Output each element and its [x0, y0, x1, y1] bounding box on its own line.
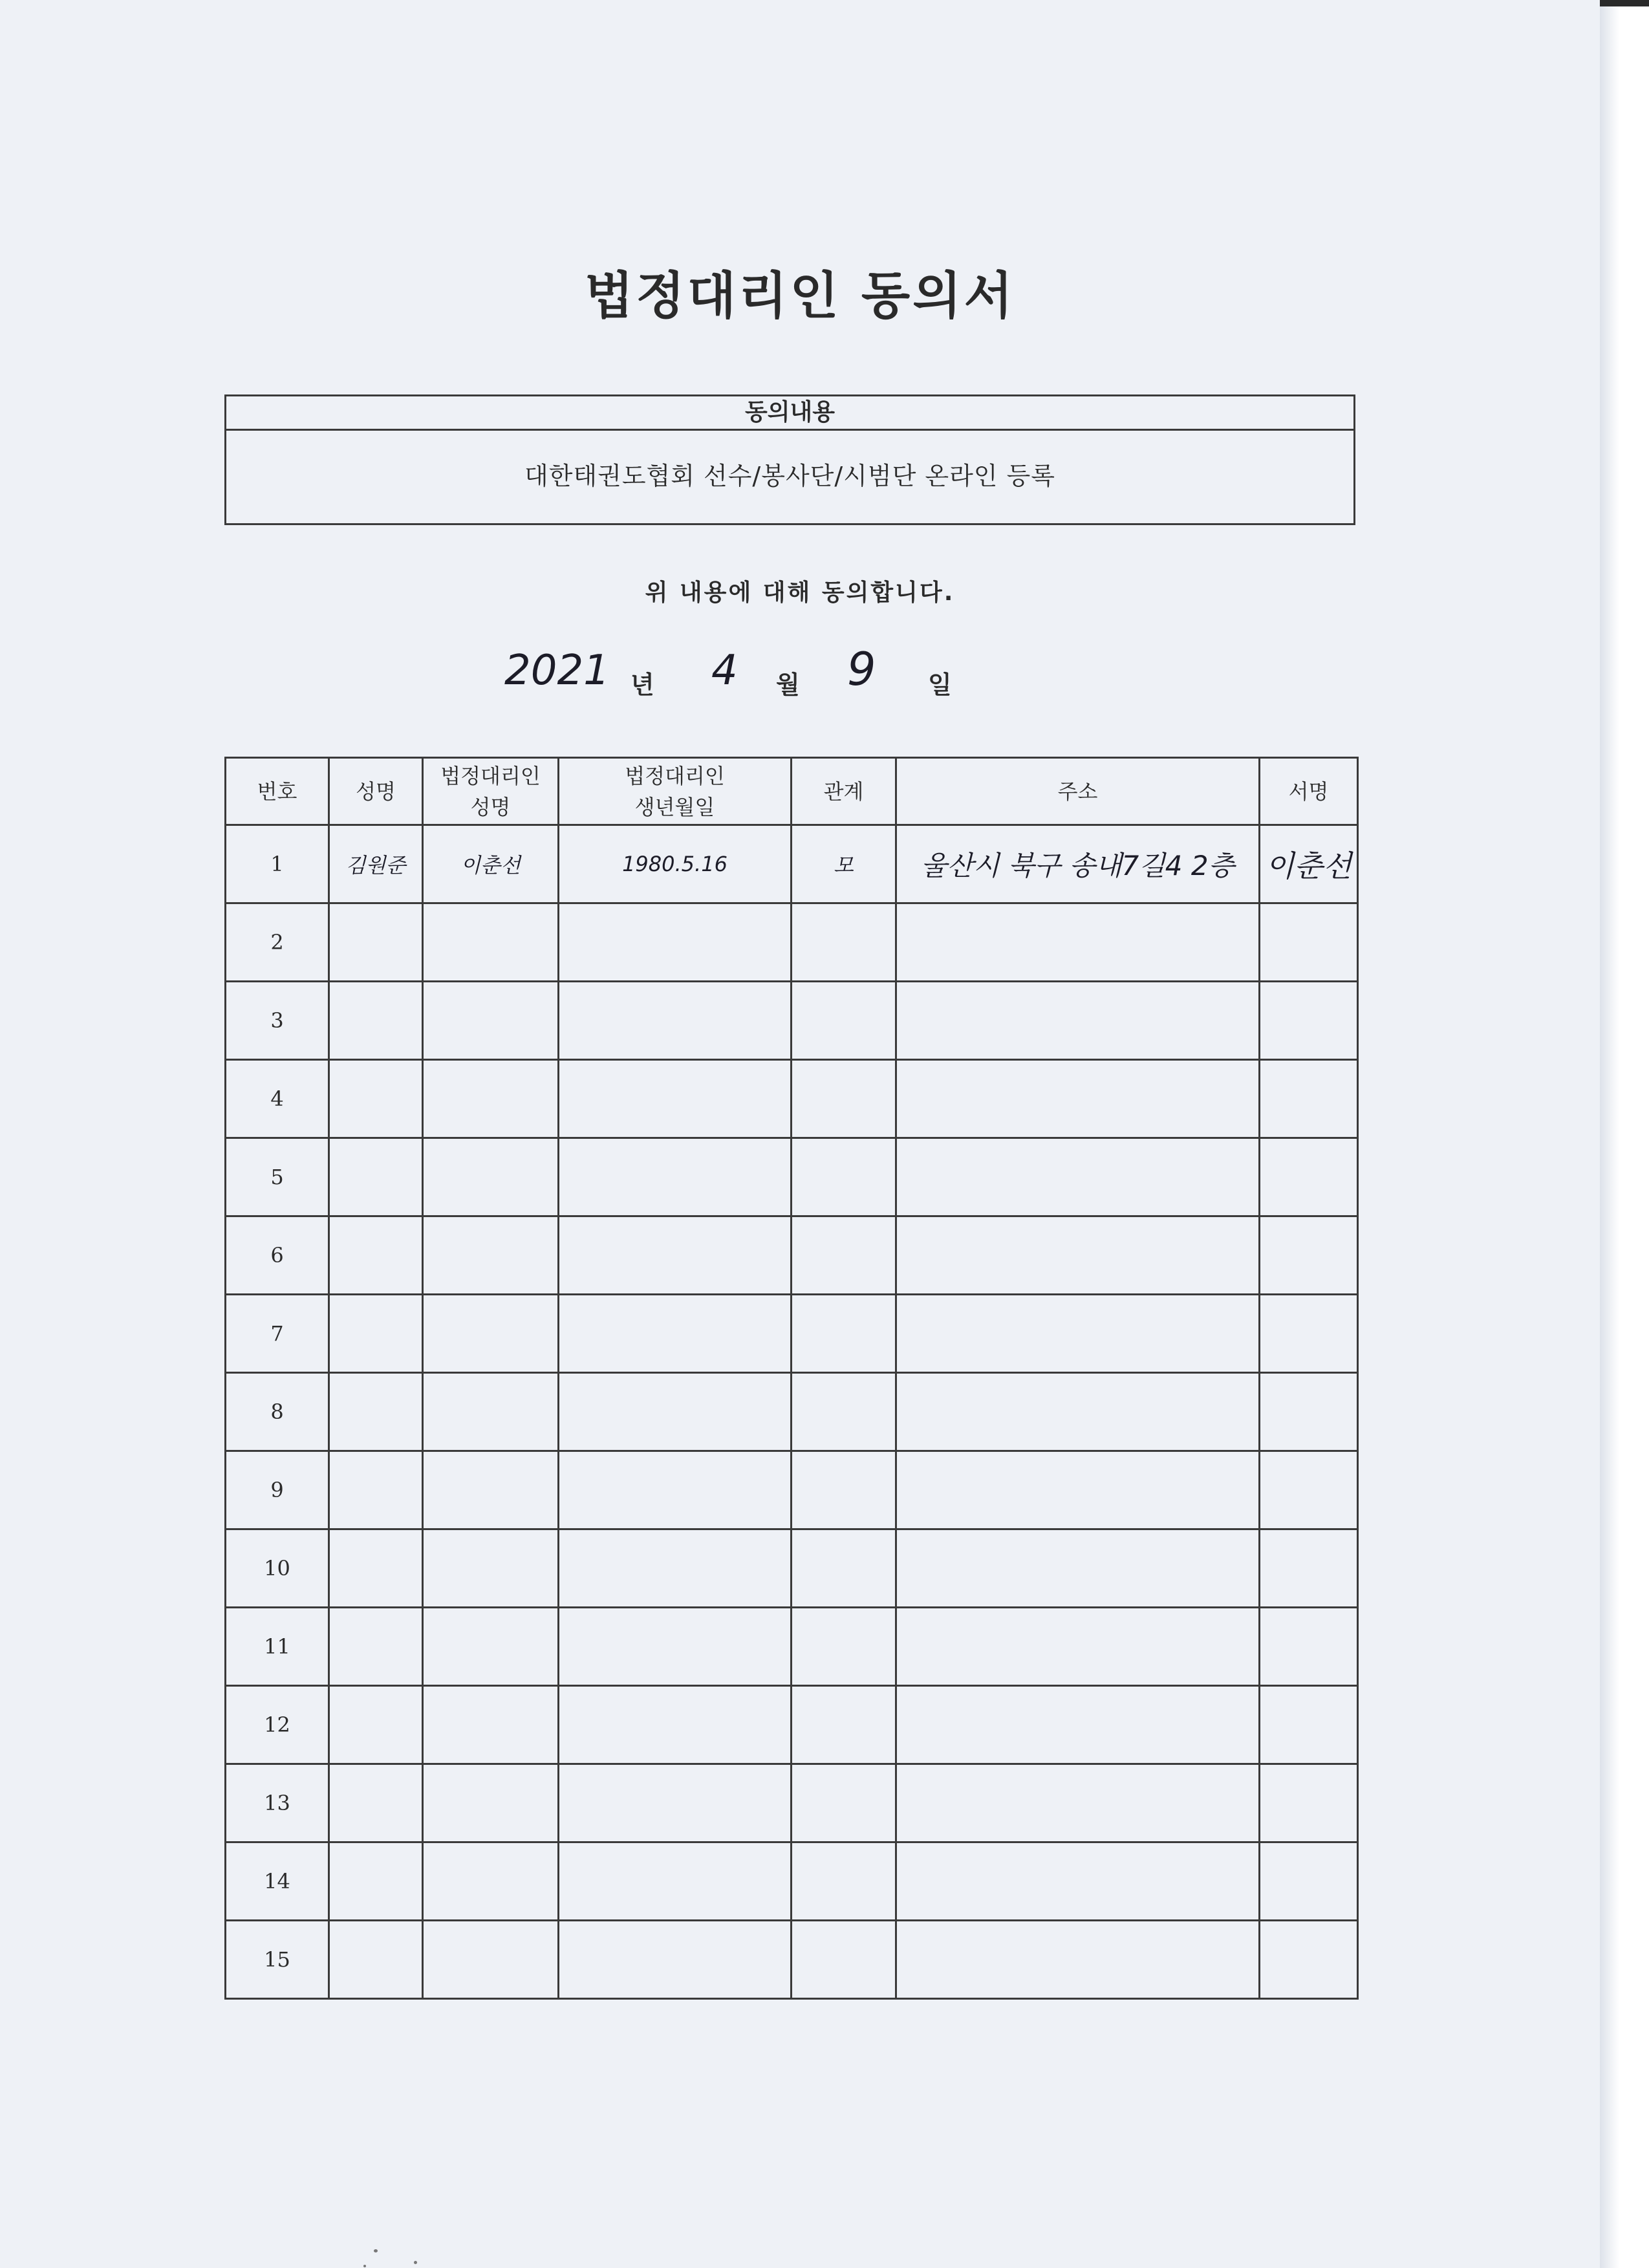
header-address: 주소 — [896, 758, 1260, 825]
cell-guardian-birth — [559, 982, 792, 1060]
cell-guardian-birth: 1980.5.16 — [559, 825, 792, 903]
header-guardian-name-line1: 법정대리인 — [440, 763, 541, 788]
cell-guardian-birth — [559, 1216, 792, 1295]
cell-signature — [1260, 1295, 1358, 1373]
cell-relation — [792, 1842, 896, 1921]
cell-relation — [792, 1921, 896, 1999]
cell-signature — [1260, 1373, 1358, 1451]
scan-speck — [374, 2249, 378, 2252]
cell-guardian-name — [423, 982, 559, 1060]
cell-relation — [792, 1060, 896, 1138]
cell-guardian-name — [423, 1216, 559, 1295]
cell-name — [329, 1373, 423, 1451]
cell-guardian-birth — [559, 1295, 792, 1373]
scan-corner-mark — [1600, 0, 1649, 6]
cell-guardian-birth — [559, 1138, 792, 1216]
cell-number: 12 — [226, 1686, 329, 1764]
cell-signature — [1260, 1216, 1358, 1295]
guardian-table — [224, 757, 1359, 2000]
cell-guardian-name — [423, 1451, 559, 1529]
header-name: 성명 — [329, 758, 423, 825]
cell-address — [896, 1686, 1260, 1764]
cell-guardian-name — [423, 903, 559, 982]
cell-address — [896, 1764, 1260, 1842]
cell-address — [896, 1138, 1260, 1216]
cell-guardian-birth — [559, 903, 792, 982]
cell-signature — [1260, 982, 1358, 1060]
cell-guardian-name — [423, 1373, 559, 1451]
cell-relation — [792, 1373, 896, 1451]
cell-relation — [792, 1138, 896, 1216]
cell-guardian-birth — [559, 1921, 792, 1999]
cell-address — [896, 1529, 1260, 1608]
consent-header: 동의내용 — [226, 396, 1353, 431]
cell-name — [329, 1451, 423, 1529]
cell-guardian-birth — [559, 1373, 792, 1451]
cell-guardian-name — [423, 1138, 559, 1216]
header-guardian-name-line2: 성명 — [470, 794, 511, 819]
cell-guardian-birth — [559, 1451, 792, 1529]
cell-address — [896, 1842, 1260, 1921]
table-row — [226, 1295, 1358, 1373]
cell-guardian-birth — [559, 1842, 792, 1921]
cell-guardian-birth — [559, 1608, 792, 1686]
cell-name — [329, 1138, 423, 1216]
table-row — [226, 1764, 1358, 1842]
cell-guardian-name — [423, 1921, 559, 1999]
cell-address — [896, 1373, 1260, 1451]
consent-body: 대한태권도협회 선수/봉사단/시범단 온라인 등록 — [524, 462, 1055, 490]
cell-relation — [792, 1529, 896, 1608]
cell-name — [329, 1608, 423, 1686]
cell-signature — [1260, 1764, 1358, 1842]
table-row — [226, 1686, 1358, 1764]
date-year-label: 년 — [630, 671, 654, 699]
date-day-handwritten: 9 — [847, 643, 876, 696]
cell-address — [896, 1060, 1260, 1138]
cell-relation — [792, 1764, 896, 1842]
cell-name — [329, 1529, 423, 1608]
cell-name — [329, 1216, 423, 1295]
cell-address — [896, 1216, 1260, 1295]
cell-address — [896, 1608, 1260, 1686]
cell-guardian-name — [423, 1686, 559, 1764]
date-day-label: 일 — [928, 671, 952, 699]
cell-guardian-birth — [559, 1060, 792, 1138]
cell-signature — [1260, 1608, 1358, 1686]
cell-guardian-name — [423, 1764, 559, 1842]
date-month-label: 월 — [776, 671, 800, 699]
table-row — [226, 982, 1358, 1060]
cell-number: 6 — [226, 1216, 329, 1295]
table-row — [226, 825, 1358, 903]
cell-guardian-birth — [559, 1764, 792, 1842]
cell-number: 10 — [226, 1529, 329, 1608]
table-row — [226, 1529, 1358, 1608]
cell-number: 13 — [226, 1764, 329, 1842]
agreement-text: 위 내용에 대해 동의합니다. — [645, 579, 955, 606]
cell-relation — [792, 1608, 896, 1686]
table-body — [226, 825, 1358, 1999]
document-title: 법정대리인 동의서 — [585, 267, 1015, 325]
date-month-handwritten: 4 — [711, 647, 738, 695]
cell-address — [896, 1451, 1260, 1529]
cell-guardian-name — [423, 1842, 559, 1921]
cell-number: 15 — [226, 1921, 329, 1999]
cell-address — [896, 903, 1260, 982]
cell-guardian-birth — [559, 1686, 792, 1764]
date-row — [504, 643, 1086, 711]
cell-number: 9 — [226, 1451, 329, 1529]
cell-address — [896, 1921, 1260, 1999]
cell-relation — [792, 903, 896, 982]
cell-signature — [1260, 1686, 1358, 1764]
table-row — [226, 1373, 1358, 1451]
cell-name — [329, 1764, 423, 1842]
cell-number: 3 — [226, 982, 329, 1060]
cell-signature — [1260, 1451, 1358, 1529]
cell-signature — [1260, 1138, 1358, 1216]
cell-address — [896, 1295, 1260, 1373]
cell-guardian-name — [423, 1529, 559, 1608]
table-header-row — [226, 758, 1358, 825]
cell-address: 울산시 북구 송내7길4 2층 — [896, 825, 1260, 903]
cell-guardian-birth — [559, 1529, 792, 1608]
cell-signature — [1260, 1921, 1358, 1999]
header-number: 번호 — [226, 758, 329, 825]
header-guardian-birth-line1: 법정대리인 — [625, 763, 725, 788]
cell-number: 4 — [226, 1060, 329, 1138]
scan-speck — [363, 2265, 366, 2267]
page-edge — [1600, 0, 1649, 2268]
table-row — [226, 1451, 1358, 1529]
cell-relation — [792, 1451, 896, 1529]
cell-name — [329, 1921, 423, 1999]
cell-name — [329, 1686, 423, 1764]
cell-name — [329, 1842, 423, 1921]
scan-speck — [414, 2261, 417, 2264]
table-row — [226, 1060, 1358, 1138]
table-row — [226, 1138, 1358, 1216]
table-row — [226, 1608, 1358, 1686]
cell-signature — [1260, 1842, 1358, 1921]
cell-relation: 모 — [792, 825, 896, 903]
cell-number: 8 — [226, 1373, 329, 1451]
cell-number: 11 — [226, 1608, 329, 1686]
cell-relation — [792, 1686, 896, 1764]
cell-signature — [1260, 1060, 1358, 1138]
header-guardian-birth-line2: 생년월일 — [634, 794, 715, 819]
cell-signature — [1260, 1529, 1358, 1608]
cell-relation — [792, 982, 896, 1060]
cell-guardian-name — [423, 1295, 559, 1373]
table-row — [226, 1842, 1358, 1921]
cell-name — [329, 982, 423, 1060]
table-row — [226, 1216, 1358, 1295]
cell-number: 7 — [226, 1295, 329, 1373]
cell-name: 김원준 — [329, 825, 423, 903]
cell-guardian-name — [423, 1608, 559, 1686]
cell-name — [329, 1295, 423, 1373]
table-row — [226, 1921, 1358, 1999]
cell-guardian-name — [423, 1060, 559, 1138]
cell-number: 1 — [226, 825, 329, 903]
cell-name — [329, 1060, 423, 1138]
cell-name — [329, 903, 423, 982]
cell-number: 14 — [226, 1842, 329, 1921]
header-signature: 서명 — [1260, 758, 1358, 825]
cell-guardian-name: 이춘선 — [423, 825, 559, 903]
cell-signature: 이춘선 — [1260, 825, 1358, 903]
header-relation: 관계 — [792, 758, 896, 825]
header-guardian-birth — [559, 758, 792, 825]
cell-address — [896, 982, 1260, 1060]
cell-relation — [792, 1295, 896, 1373]
header-guardian-name — [423, 758, 559, 825]
table-row — [226, 903, 1358, 982]
cell-number: 5 — [226, 1138, 329, 1216]
consent-box — [224, 394, 1355, 525]
cell-signature — [1260, 903, 1358, 982]
cell-relation — [792, 1216, 896, 1295]
cell-number: 2 — [226, 903, 329, 982]
date-year-handwritten: 2021 — [504, 647, 610, 695]
